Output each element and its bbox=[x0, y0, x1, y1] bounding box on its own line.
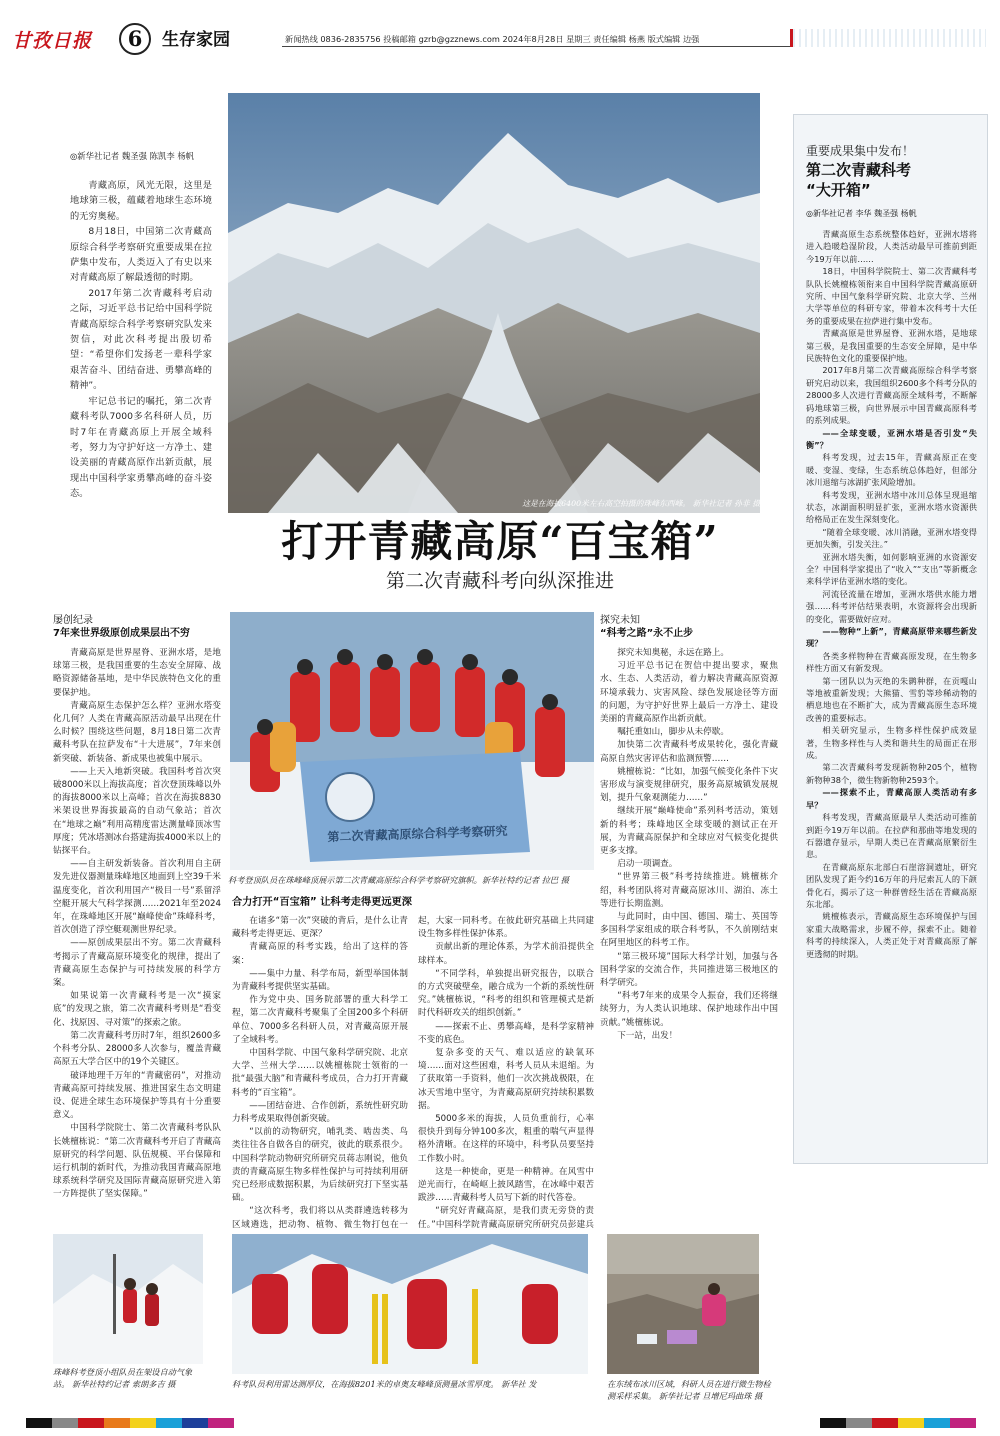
color-bar-magenta bbox=[208, 1418, 234, 1428]
section2-paragraph: ——集中力量、科学布局，新型举国体制为青藏科考提供坚实基础。 bbox=[232, 968, 408, 993]
color-bar-orange bbox=[104, 1418, 130, 1428]
intro-paragraph: 8月18日，中国第二次青藏高原综合科学考察研究重要成果在拉萨集中发布，人类迈入了有史以来对青藏高原了解最透彻的时期。 bbox=[70, 226, 212, 284]
everest-photo-caption: 这是在海拔6400米左右高空拍摄的珠峰东西峰。 新华社记者 孙非 摄 bbox=[522, 499, 760, 508]
everest-photo bbox=[228, 93, 760, 513]
sampling-photo bbox=[607, 1234, 759, 1374]
right-paragraph: 习近平总书记在贺信中提出要求，聚焦水、生态、人类活动，着力解决青藏高原资源环境承载力、灾害风险、绿色发展途径等方面的问题，为守护好世界上最后一方净土、建设美丽的青藏高原作出新贡献。 bbox=[600, 661, 778, 725]
color-bar-yellow bbox=[130, 1418, 156, 1428]
left-paragraph: 青藏高原生态保护怎么样？亚洲水塔变化几何？人类在青藏高原活动最早出现在什么时候？围绕这些问题，8月18日第二次青藏科考队在拉萨发布“十大进展”，7年来创新突破、新装备、新成果也被集中展示。 bbox=[53, 700, 221, 764]
right-paragraph: 姚檀栋说：“比如，加强气候变化条件下灾害形成与演变规律研究，服务高原城镇发展规划，提升气象观测能力……” bbox=[600, 766, 778, 804]
sidebar-paragraph: 青藏高原是世界屋脊、亚洲水塔，是地球第三极，是我国重要的生态安全屏障，是中华民族特色文化的重要保护地。 bbox=[806, 328, 977, 364]
right-subhead: “科考之路”永不止步 bbox=[600, 628, 694, 639]
header-info-line: 新闻热线 0836-2835756 投稿邮箱 gzrb@gzznews.com 2024年8月28日 星期三 责任编辑 杨燕 版式编辑 边强 bbox=[285, 34, 700, 44]
sidebar-paragraph: “随着全球变暖、冰川消融，亚洲水塔变得更加失衡，引发关注。” bbox=[806, 526, 977, 550]
sidebar-title-line2: “大开箱” bbox=[806, 181, 871, 199]
left-paragraph: ——自主研发新装备。首次利用自主研发先进仪器测量珠峰地区地面到上空39千米温度变化，首次利用国产“极目一号”系留浮空艇开展大气科学探测……2021年至2024年，在珠峰地区开展“巅峰使命”珠峰科考，首次创造了浮空艇观测世界纪录。 bbox=[53, 859, 221, 936]
left-paragraph: 中国科学院院士、第二次青藏科考队队长姚檀栋说：“第二次青藏科考开启了青藏高原研究的科学问题、队伍规模、平台保障和运行机制的新时代，为推动我国青藏高原地球系统科学研究及国际青藏高原研究进入第一方阵提供了坚实保障。” bbox=[53, 1123, 221, 1200]
sidebar-paragraph: 在青藏高原东北部白石崖溶洞遗址，研究团队发现了距今约16万年的丹尼索瓦人的下颌骨化石，揭示了这一种群曾经生活在青藏高原东北部。 bbox=[806, 861, 977, 909]
section2-paragraph: 青藏高原的科考实践，给出了这样的答案： bbox=[232, 942, 408, 966]
sidebar-paragraph: 科考发现，亚洲水塔中冰川总体呈现退缩状态，冰湖面积明显扩张，亚洲水塔水资源供给格局正在发生深刻变化。 bbox=[806, 489, 977, 525]
climbers-illustration bbox=[232, 1234, 588, 1374]
summit-team-illustration bbox=[53, 1234, 203, 1364]
weather-station-photo bbox=[53, 1234, 203, 1364]
left-paragraph: ——上天入地新突破。我国科考首次突破8000米以上海拔高度；首次登顶珠峰以外的海拔8000米以上高峰；首次在海拔8830米架设世界海拔最高的自动气象站；首次在“地球之巅”利用高精度雷达测量峰顶冰雪厚度；凭冰塔测冰台搭建海拔4000米以上的钻探平台。 bbox=[53, 766, 221, 857]
color-bar-right-red bbox=[872, 1418, 898, 1428]
intro-paragraph: 牢记总书记的嘱托，第二次青藏科考队7000多名科研人员，历时7年在青藏高原上开展全域科考，努力为守护好这一方净土、建设美丽的青藏高原作出新贡献，展现出中国科学家勇攀高峰的奋斗姿态。 bbox=[70, 395, 212, 500]
sidebar-paragraph: 相关研究显示，生物多样性保护成效显著，生物多样性与人类和谐共生的局面正在形成。 bbox=[806, 725, 977, 761]
summit-flag-photo bbox=[230, 612, 594, 870]
sidebar-paragraph: 第一团队以为灭绝的朱鹮种群，在贡嘎山等地被重新发现；大熊猫、雪豹等珍稀动物的栖息地也在不断扩大，成为青藏高原生态环境改善的重要标志。 bbox=[806, 675, 977, 723]
summit-flag-caption: 科考登顶队员在珠峰峰顶展示第二次青藏高原综合科学考察研究旗帜。新华社特约记者 拉巴 摄 bbox=[228, 875, 569, 885]
page-number: 6 bbox=[127, 26, 143, 51]
color-bar-blue bbox=[182, 1418, 208, 1428]
sidebar-subhead: ——全球变暖，亚洲水塔是否引发“失衡”？ bbox=[806, 427, 977, 450]
sidebar-byline: ◎新华社记者 李华 魏圣强 杨帆 bbox=[806, 209, 917, 218]
sampling-caption: 在东绒布冰川区域，科研人员在进行微生物检测采样采集。 新华社记者 旦增尼玛曲珠 摄 bbox=[607, 1379, 771, 1401]
sidebar-kicker: 重要成果集中发布！ bbox=[806, 144, 915, 158]
color-bar-red bbox=[78, 1418, 104, 1428]
left-paragraph: 第二次青藏科考历时7年，组织2600多个科考分队、28000多人次参与，覆盖青藏高原五大学合区中的19个关键区。 bbox=[53, 1030, 221, 1068]
sidebar-paragraph: 2017年8月第二次青藏高原综合科学考察研究启动以来，我国组织2600多个科考分队的28000多人次进行青藏高原全域科考，不断解码地球第三极，向世界展示中国青藏高原科考的系列成果。 bbox=[806, 365, 977, 426]
section2-paragraph: 这是一种使命，更是一种精神。在风雪中逆光而行，在崎岖上披风踏雪，在冰峰中艰苦跋涉……青藏科考人员写下新的时代答卷。 bbox=[418, 1166, 594, 1204]
sidebar-paragraph: 18日，中国科学院院士、第二次青藏科考队队长姚檀栋领衔来自中国科学院青藏高原研究所、中国气象科学研究院、北京大学、兰州大学等单位的科研专家，带着本次科考十大任务的重要成果在拉萨进行集中发布。 bbox=[806, 266, 977, 326]
footer-registration-marks bbox=[0, 1418, 1000, 1436]
right-paragraph: “世界第三极”科考持续推进。姚檀栋介绍，科考团队将对青藏高原冰川、湖泊、冻土等进行长期监测。 bbox=[600, 872, 778, 909]
sidebar-paragraph: 亚洲水塔失衡，如何影响亚洲的水资源安全？中国科学家提出了“收入”“支出”等新概念来科学评估亚洲水塔的变化。 bbox=[806, 551, 977, 587]
radar-survey-caption: 科考队员利用雷达测厚仪，在海拔8201米的卓奥友峰峰顶测量冰雪厚度。 新华社 发 bbox=[232, 1379, 537, 1389]
intro-text bbox=[70, 178, 212, 502]
left-subhead-kicker: 屡创纪录 bbox=[53, 615, 93, 626]
section2-heading: 合力打开“百宝箱” 让科考走得更远更深 bbox=[232, 897, 412, 908]
right-paragraph: 启动一项调查。 bbox=[617, 859, 678, 870]
right-paragraph: 探究未知奥秘，永远在路上。 bbox=[617, 648, 729, 658]
color-bar-gray bbox=[52, 1418, 78, 1428]
sidebar-paragraph: 科考发现，过去15年，青藏高原正在变暖、变湿、变绿，生态系统总体趋好，但部分冰川退缩与冰湖扩张风险增加。 bbox=[806, 452, 977, 488]
left-paragraph: ——原创成果层出不穷。第二次青藏科考揭示了青藏高原环境变化的规律，提出了青藏高原生态保护与可持续发展的科学方案。 bbox=[53, 938, 221, 989]
sidebar-paragraph: 各类多样物种在青藏高原发现，在生物多样性方面又有新发现。 bbox=[806, 650, 977, 674]
color-bar-right-cyan bbox=[924, 1418, 950, 1428]
sidebar-paragraph: 姚檀栋表示，青藏高原生态环境保护与国家重大战略需求，步履不停，探索不止。随着科考的持续深入，人类正处于对青藏高原了解更透彻的时期。 bbox=[806, 911, 977, 959]
right-paragraph: 下一站，出发！ bbox=[617, 1030, 678, 1041]
header-ornament bbox=[790, 29, 986, 47]
right-paragraph: “第三极环境”国际大科学计划，加强与各国科学家的交流合作，共同推进第三极地区的科学研究。 bbox=[600, 951, 778, 989]
section2-paragraph: 贡献出新的理论体系，为学术前沿提供全球样本。 bbox=[418, 942, 594, 966]
color-bar-right-gray bbox=[846, 1418, 872, 1428]
section2-paragraph: 5000多米的海拔，人员负重前行，心率很快升到每分钟100多次，粗重的喘气声显得格外清晰。在这样的环境中，科考队员要坚持工作数小时。 bbox=[418, 1114, 594, 1164]
radar-survey-photo bbox=[232, 1234, 588, 1374]
section2-paragraph: “研究好青藏高原，是我们责无旁贷的责任。”中国科学院青藏高原研究所研究员彭建兵 bbox=[418, 1206, 594, 1230]
left-paragraph: 如果说第一次青藏科考是一次“摸家底”的发现之旅，第二次青藏科考则是“看变化、找原因、寻对策”的探索之旅。 bbox=[53, 991, 221, 1028]
sidebar-title-line1: 第二次青藏科考 bbox=[806, 161, 912, 179]
section2-paragraph: “这次科考，我们将以从类群遴选转移为区域遴选，把动物、植物、微生物打包在一起，大家一同科考。在彼此研究基础上共同建设生物多样性保护体系。 bbox=[232, 916, 594, 1230]
section2-paragraph: “不同学科，单独提出研究报告，以联合的方式突破壁垒，融合成为一个新的系统性研究。”姚檀栋说，“科考的组织和管理模式是新时代科研攻关的组织创新。” bbox=[418, 968, 594, 1019]
section2-paragraph: 作为党中央、国务院部署的重大科学工程，第二次青藏科考聚集了全国200多个科研单位、7000多名科研人员，对青藏高原开展了全域科考。 bbox=[232, 995, 408, 1045]
section2-paragraph: 复杂多变的天气、难以适应的缺氧环境……面对这些困难，科考人员从未退缩。为了获取第一手资料，他们一次次挑战极限，在冰天雪地中坚守，为青藏高原研究持续积累数据。 bbox=[418, 1048, 594, 1111]
paper-logo: 甘孜日报 bbox=[12, 30, 93, 52]
section2-paragraph: 在诸多“第一次”突破的背后，是什么让青藏科考走得更远、更深？ bbox=[232, 916, 408, 940]
mountain-range-illustration bbox=[228, 93, 760, 513]
sidebar-text bbox=[806, 228, 977, 960]
section-name: 生存家园 bbox=[162, 30, 230, 50]
section2-paragraph: “以前的动物研究，哺乳类、啮齿类、鸟类往往各自做各自的研究，彼此的联系很少。中国科学院动物研究所研究员蒋志刚说，他负责的青藏高原生物多样性保护与可持续利用研究已经形成数据积累，为后续研究打下坚实基础。 bbox=[232, 1127, 408, 1204]
color-bar-right-magenta bbox=[950, 1418, 976, 1428]
sidebar-paragraph: 第二次青藏科考发现新物种205个，植物新物种38个，微生物新物种2593个。 bbox=[806, 762, 977, 785]
left-column-text bbox=[53, 647, 221, 1243]
section2-paragraph: 中国科学院、中国气象科学研究院、北京大学、兰州大学……以姚檀栋院士领衔的一批“最强大脑”和青藏科考成员，合力打开青藏科考的“百宝箱”。 bbox=[232, 1048, 408, 1098]
intro-block bbox=[70, 150, 212, 560]
right-paragraph: “科考7年来的成果令人振奋，我们还将继续努力，为人类认识地球、保护地球作出中国贡献。”姚檀栋说。 bbox=[600, 991, 778, 1028]
intro-paragraph: 2017年第二次青藏科考启动之际，习近平总书记给中国科学院青藏高原综合科学考察研究队发来贺信，对此次科考提出殷切希望：“希望你们发扬老一辈科学家艰苦奋斗、团结奋进、勇攀高峰的精神”。 bbox=[70, 287, 212, 392]
section2-paragraph: ——团结奋进、合作创新，系统性研究助力科考成果取得创新突破。 bbox=[232, 1100, 408, 1125]
intro-paragraph: 青藏高原，风光无限，这里是地球第三极，蕴藏着地球生态环境的无穷奥秘。 bbox=[70, 180, 212, 222]
sub-headline: 第二次青藏科考向纵深推进 bbox=[385, 570, 614, 592]
color-bar-right-black bbox=[820, 1418, 846, 1428]
sidebar-paragraph: 青藏高原生态系统整体趋好，亚洲水塔将进入趋暖趋湿阶段，人类活动最早可推前到距今19万年以前…… bbox=[806, 229, 977, 264]
intro-byline: ◎新华社记者 魏圣强 陈凯李 杨帆 bbox=[70, 151, 195, 161]
right-paragraph: 继续开展“巅峰使命”系列科考活动，策划新的科考；珠峰地区全球变暖的测试正在开展，为青藏高原保护和全球应对气候变化提供更多支撑。 bbox=[600, 806, 778, 857]
left-paragraph: 青藏高原是世界屋脊、亚洲水塔，是地球第三极，是我国重要的生态安全屏障、战略资源储备基地，是中华民族特色文化的重要保护地。 bbox=[53, 648, 221, 698]
left-subhead: 7年来世界级原创成果层出不穷 bbox=[53, 628, 190, 639]
masthead bbox=[0, 0, 1000, 62]
main-headline: 打开青藏高原“百宝箱” bbox=[281, 517, 719, 566]
sidebar-subhead: ——物种“上新”，青藏高原带来哪些新发现？ bbox=[806, 626, 977, 649]
left-paragraph: 破译地理千万年的“青藏密码”，对推动青藏高原可持续发展、推进国家生态文明建设、促进全球生态环境保护等具有十分重要意义。 bbox=[53, 1070, 221, 1121]
sidebar-paragraph: 河流径流量在增加，亚洲水塔供水能力增强……科考评估结果表明，水资源将会出现新的变化，需要做好应对。 bbox=[806, 588, 977, 624]
right-center-text bbox=[600, 647, 778, 1043]
field-sampling-illustration bbox=[607, 1234, 759, 1374]
right-paragraph: 加快第二次青藏科考成果转化，强化青藏高原自然灾害评估和监测预警…… bbox=[600, 740, 778, 764]
weather-station-caption: 珠峰科考登顶小组队员在架设自动气象站。 新华社特约记者 索朗多吉 摄 bbox=[53, 1367, 193, 1389]
sidebar-box bbox=[793, 114, 988, 1164]
section2-paragraph: ——探索不止、勇攀高峰，是科学家精神不变的底色。 bbox=[418, 1021, 594, 1045]
section2-text bbox=[232, 915, 594, 1237]
color-bar-right-yellow bbox=[898, 1418, 924, 1428]
sidebar-subhead: ——探索不止，青藏高原人类活动有多早？ bbox=[806, 787, 977, 810]
right-paragraph: 嘱托重如山，脚步从未停歇。 bbox=[617, 727, 729, 738]
sidebar-paragraph: 科考发现，青藏高原最早人类活动可推前到距今19万年以前。在拉萨和那曲等地发现的石器遗存显示，早期人类已在青藏高原繁衍生息。 bbox=[806, 812, 977, 860]
right-subhead-kicker: 探究未知 bbox=[600, 615, 640, 626]
color-bar-cyan bbox=[156, 1418, 182, 1428]
right-paragraph: 与此同时，由中国、德国、瑞士、英国等多国科学家组成的联合科考队，不久前刚结束在阿里地区的科考工作。 bbox=[600, 912, 778, 949]
flag-banner-text: 第二次青藏高原综合科学考察研究 bbox=[327, 823, 508, 845]
color-bar-black bbox=[26, 1418, 52, 1428]
right-center-column bbox=[600, 614, 778, 1224]
page-number-badge bbox=[118, 22, 152, 56]
